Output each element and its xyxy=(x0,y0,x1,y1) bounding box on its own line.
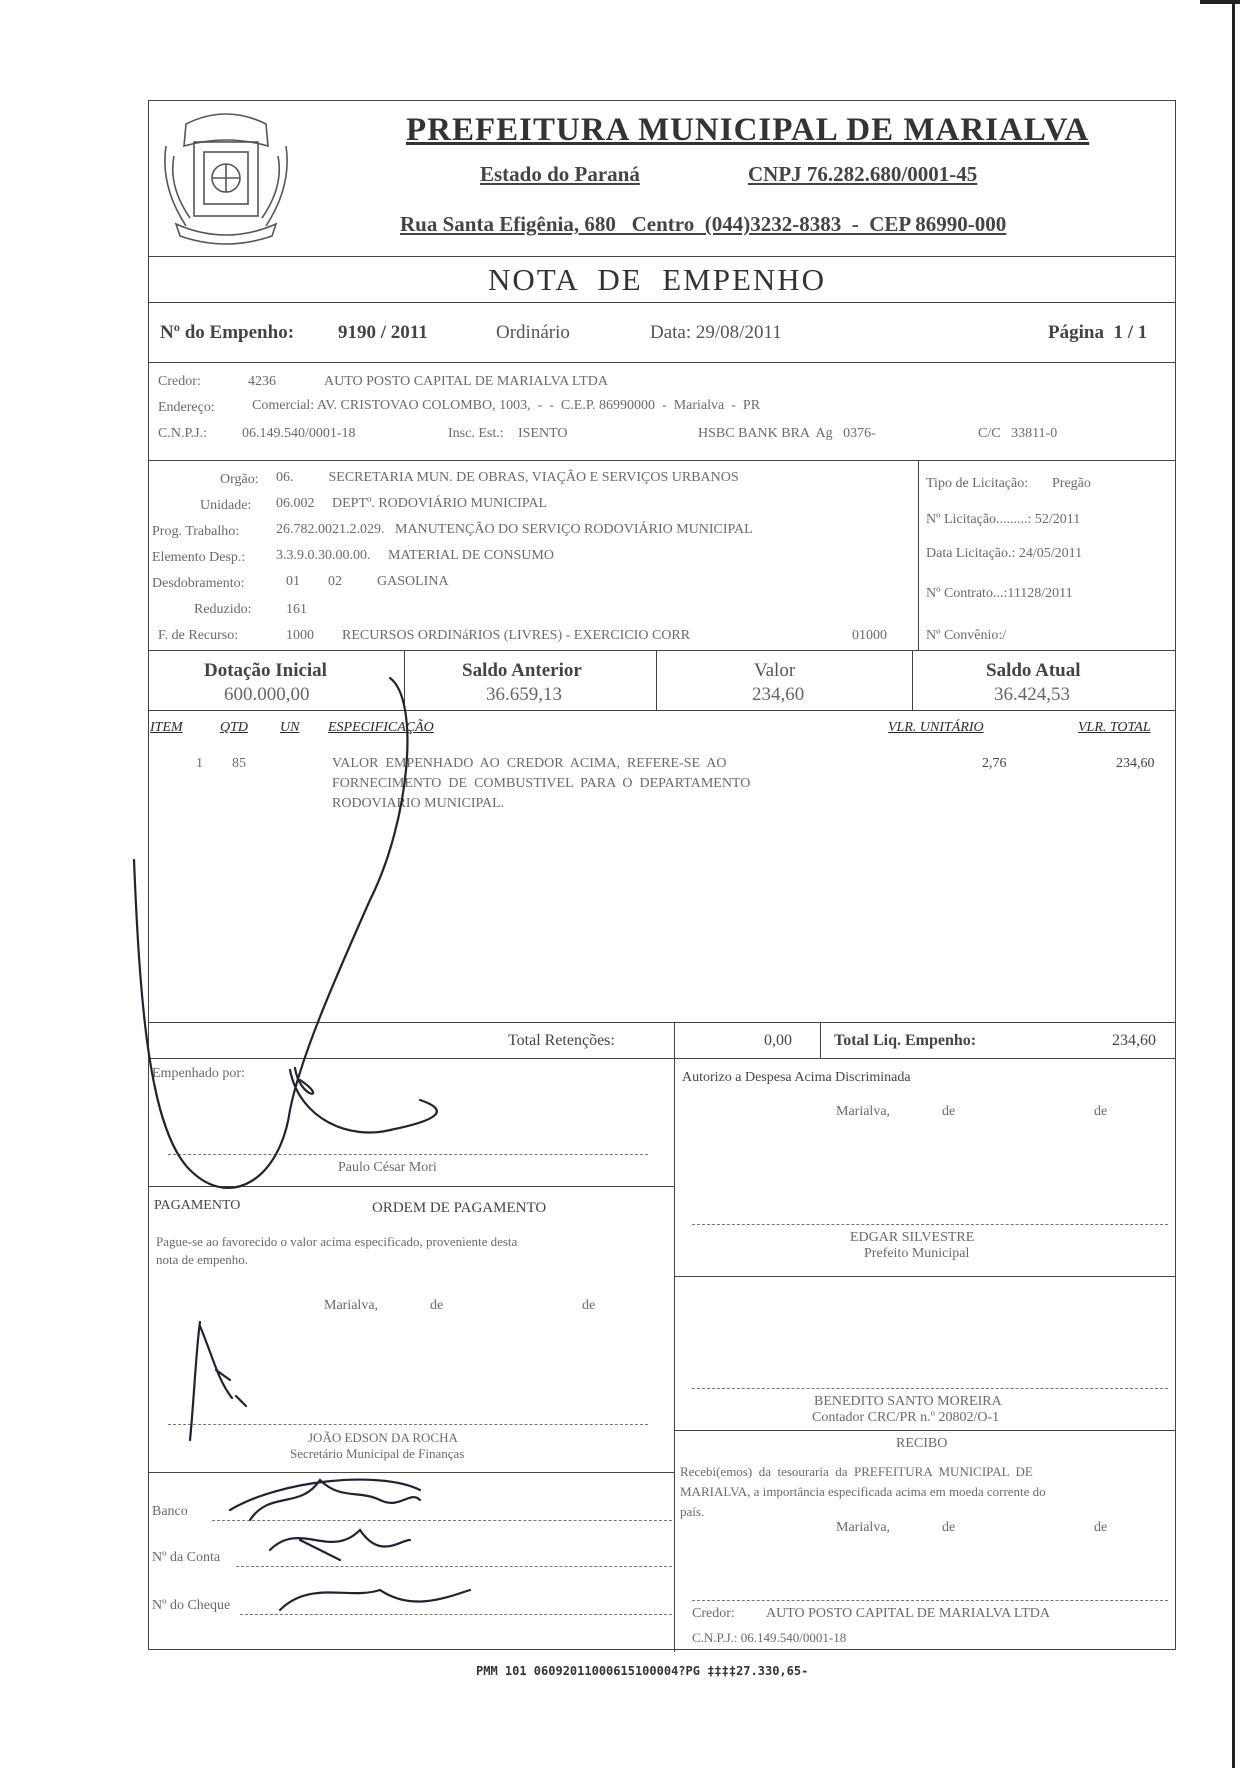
footer-code: PMM 101 06092011000615100004?PG ‡‡‡‡27.330,65- xyxy=(476,1664,809,1678)
valor-label: Valor xyxy=(754,660,796,681)
desdobramento-value: 01 02 GASOLINA xyxy=(286,574,449,589)
orgao-label: Orgão: xyxy=(220,472,259,487)
liquido-label: Total Liq. Empenho: xyxy=(834,1032,977,1049)
right-place: Marialva, xyxy=(836,1104,891,1119)
liquido-value: 234,60 xyxy=(1112,1032,1156,1049)
conta-label: Nº da Conta xyxy=(152,1550,221,1565)
secretario-name: JOÃO EDSON DA ROCHA xyxy=(308,1430,458,1445)
pagamento-title: PAGAMENTO xyxy=(154,1198,241,1213)
header-title: PREFEITURA MUNICIPAL DE MARIALVA xyxy=(406,112,1090,148)
licitacao-date: Data Licitação.: 24/05/2011 xyxy=(926,546,1083,561)
row-spec-line-1: VALOR EMPENHADO AO CREDOR ACIMA, REFERE-SE AO xyxy=(332,756,727,771)
col-item-header: ITEM xyxy=(150,720,183,735)
empenhado-name: Paulo César Mori xyxy=(338,1160,437,1175)
col-qtd-header: QTD xyxy=(220,720,249,735)
dotacao-label: Dotação Inicial xyxy=(204,660,327,681)
recibo-line-3: país. xyxy=(680,1504,705,1519)
contador-name: BENEDITO SANTO MOREIRA xyxy=(814,1394,1002,1409)
pague-text-line-2: nota de empenho. xyxy=(156,1252,249,1267)
left-de-1: de xyxy=(430,1298,444,1313)
credor-name: AUTO POSTO CAPITAL DE MARIALVA LTDA xyxy=(324,374,608,389)
right-de-2: de xyxy=(1094,1104,1108,1119)
credor-label: Credor: xyxy=(158,374,201,389)
recibo-de-2: de xyxy=(1094,1520,1108,1535)
prog-label: Prog. Trabalho: xyxy=(152,524,240,539)
endereco-value: Comercial: AV. CRISTOVAO COLOMBO, 1003, - - C.E.P. 86990000 - Marialva - PR xyxy=(252,398,761,413)
row-spec-line-2: FORNECIMENTO DE COMBUSTIVEL PARA O DEPARTAMENTO xyxy=(332,776,751,791)
credor-code: 4236 xyxy=(248,374,276,389)
prefeito-name: EDGAR SILVESTRE xyxy=(850,1230,975,1245)
left-place: Marialva, xyxy=(324,1298,379,1313)
account-info: C/C 33811-0 xyxy=(978,426,1058,441)
recurso-value: 1000 RECURSOS ORDINáRIOS (LIVRES) - EXERCICIO CORR xyxy=(286,628,691,643)
saldo-atual-value: 36.424,53 xyxy=(994,684,1070,705)
recibo-line-1: Recebi(emos) da tesouraria da PREFEITURA MUNICIPAL DE xyxy=(680,1464,1033,1479)
col-total-header: VLR. TOTAL xyxy=(1078,720,1151,735)
pague-text-line-1: Pague-se ao favorecido o valor acima especificado, proveniente desta xyxy=(156,1234,518,1249)
recibo-line-2: MARIALVA, a importância especificada acima em moeda corrente do xyxy=(680,1484,1046,1499)
header-state: Estado do Paraná xyxy=(480,162,640,186)
row-item: 1 xyxy=(196,756,203,771)
row-unit-value: 2,76 xyxy=(982,756,1007,771)
empenho-date: Data: 29/08/2011 xyxy=(650,322,782,343)
header-cnpj: CNPJ 76.282.680/0001-45 xyxy=(748,162,978,186)
cnpj-label: C.N.P.J.: xyxy=(158,426,208,441)
recibo-place: Marialva, xyxy=(836,1520,891,1535)
tipo-licitacao-value: Pregão xyxy=(1052,476,1091,491)
recibo-de-1: de xyxy=(942,1520,956,1535)
empenho-number: 9190 / 2011 xyxy=(338,322,428,343)
recurso-label: F. de Recurso: xyxy=(158,628,239,643)
tipo-licitacao-label: Tipo de Licitação: xyxy=(926,476,1029,491)
convenio-number: Nº Convênio:/ xyxy=(926,628,1007,643)
unidade-label: Unidade: xyxy=(200,498,252,513)
bank-info: HSBC BANK BRA Ag 0376- xyxy=(698,426,876,441)
col-spec-header: ESPECIFICAÇÃO xyxy=(328,720,434,735)
reduzido-label: Reduzido: xyxy=(194,602,252,617)
saldo-atual-label: Saldo Atual xyxy=(986,660,1081,681)
unidade-value: 06.002 DEPTº. RODOVIÁRIO MUNICIPAL xyxy=(276,496,547,511)
elemento-label: Elemento Desp.: xyxy=(152,550,246,565)
contador-title: Contador CRC/PR n.º 20802/O-1 xyxy=(812,1410,1000,1425)
insc-label: Insc. Est.: xyxy=(448,426,504,441)
endereco-label: Endereço: xyxy=(158,400,215,415)
empenhado-label: Empenhado por: xyxy=(152,1066,245,1081)
prefeito-title: Prefeito Municipal xyxy=(864,1246,970,1261)
cheque-label: Nº do Cheque xyxy=(152,1598,231,1613)
ordem-pagamento-title: ORDEM DE PAGAMENTO xyxy=(372,1200,547,1216)
row-total-value: 234,60 xyxy=(1116,756,1155,771)
contrato-number: Nº Contrato...:11128/2011 xyxy=(926,586,1073,601)
saldo-anterior-value: 36.659,13 xyxy=(486,684,562,705)
dotacao-value: 600.000,00 xyxy=(224,684,310,705)
reduzido-value: 161 xyxy=(286,602,307,617)
recibo-title: RECIBO xyxy=(896,1436,948,1451)
saldo-anterior-label: Saldo Anterior xyxy=(462,660,582,681)
banco-label: Banco xyxy=(152,1504,188,1519)
licitacao-number: Nº Licitação.........: 52/2011 xyxy=(926,512,1081,527)
valor-value: 234,60 xyxy=(752,684,805,705)
empenho-label: Nº do Empenho: xyxy=(160,322,295,343)
retencoes-value: 0,00 xyxy=(764,1032,792,1049)
prog-value: 26.782.0021.2.029. MANUTENÇÃO DO SERVIÇO RODOVIÁRIO MUNICIPAL xyxy=(276,522,753,537)
recibo-credor-label: Credor: xyxy=(692,1606,735,1621)
col-unit-header: VLR. UNITÁRIO xyxy=(888,720,984,735)
recurso-code: 01000 xyxy=(852,628,887,643)
insc-value: ISENTO xyxy=(518,426,568,441)
empenho-type: Ordinário xyxy=(496,322,570,343)
page-number: Página 1 / 1 xyxy=(1048,322,1148,343)
autorizo-text: Autorizo a Despesa Acima Discriminada xyxy=(682,1070,911,1085)
desdobramento-label: Desdobramento: xyxy=(152,576,245,591)
header-address: Rua Santa Efigênia, 680 Centro (044)3232-8383 - CEP 86990-000 xyxy=(400,212,1007,236)
document-title: NOTA DE EMPENHO xyxy=(488,262,827,297)
recibo-credor-value: AUTO POSTO CAPITAL DE MARIALVA LTDA xyxy=(766,1606,1050,1621)
secretario-title: Secretário Municipal de Finanças xyxy=(290,1446,465,1461)
elemento-value: 3.3.9.0.30.00.00. MATERIAL DE CONSUMO xyxy=(276,548,554,563)
left-de-2: de xyxy=(582,1298,596,1313)
row-spec-line-3: RODOVIARIO MUNICIPAL. xyxy=(332,796,505,811)
recibo-cnpj: C.N.P.J.: 06.149.540/0001-18 xyxy=(692,1630,847,1645)
cnpj-value: 06.149.540/0001-18 xyxy=(242,426,356,441)
orgao-value: 06. SECRETARIA MUN. DE OBRAS, VIAÇÃO E SERVIÇOS URBANOS xyxy=(276,470,739,485)
row-qtd: 85 xyxy=(232,756,246,771)
retencoes-label: Total Retenções: xyxy=(508,1032,615,1049)
col-un-header: UN xyxy=(280,720,300,735)
right-de-1: de xyxy=(942,1104,956,1119)
